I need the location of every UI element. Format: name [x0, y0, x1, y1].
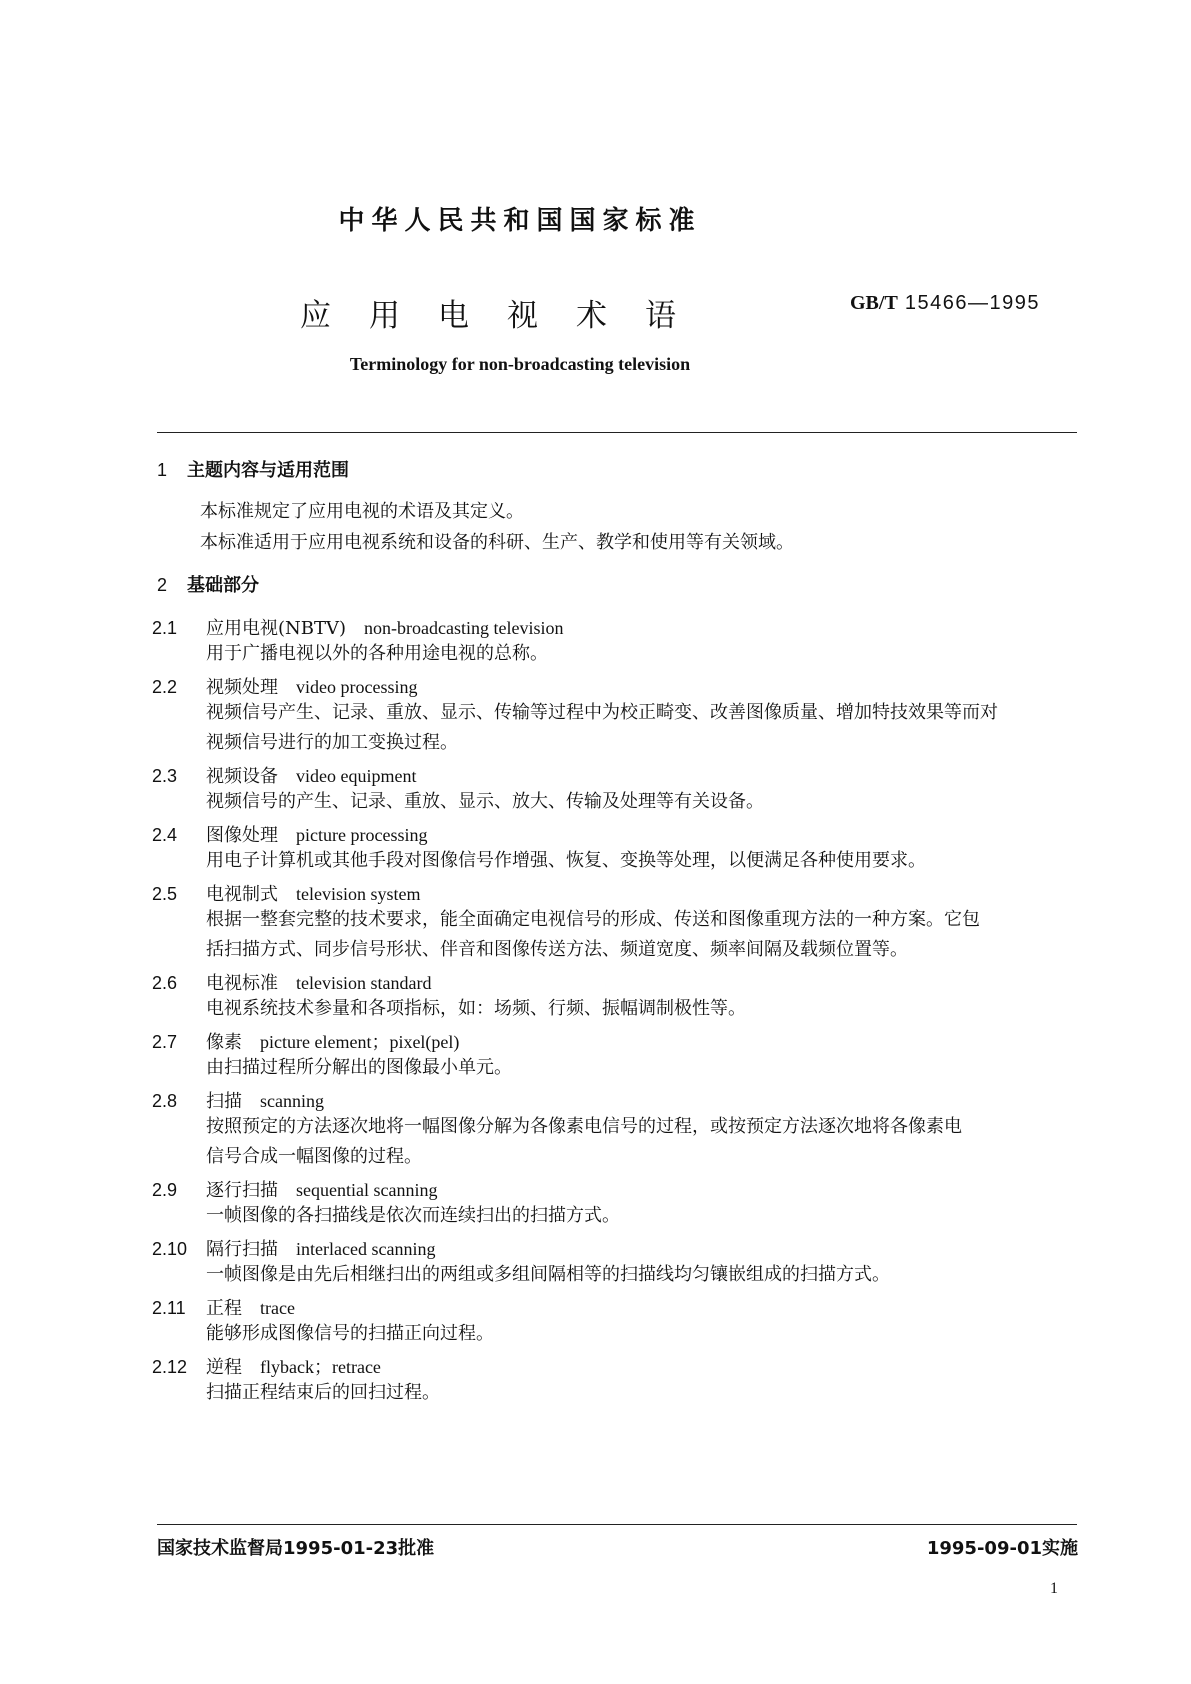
- section-number: 1: [157, 460, 168, 480]
- term-heading: [152, 762, 416, 788]
- term-heading: [152, 1294, 295, 1320]
- term-english: television system: [296, 884, 421, 904]
- term-definition: 视频信号进行的加工变换过程。: [206, 732, 458, 753]
- term-definition: 根据一整套完整的技术要求，能全面确定电视信号的形成、传送和图像重现方法的一种方案。它包: [206, 909, 980, 930]
- section-title: 主题内容与适用范围: [187, 460, 349, 481]
- term-definition: 一帧图像是由先后相继扫出的两组或多组间隔相等的扫描线均匀镶嵌组成的扫描方式。: [206, 1264, 890, 1285]
- term-chinese: 扫描: [206, 1091, 242, 1112]
- page-number: 1: [1050, 1580, 1058, 1597]
- term-chinese: 逆程: [206, 1357, 242, 1378]
- term-english: television standard: [296, 973, 432, 993]
- term-english: picture element；pixel(pel): [260, 1032, 460, 1052]
- term-english: trace: [260, 1298, 295, 1318]
- term-english: video processing: [296, 677, 418, 697]
- term-heading: [152, 1353, 381, 1379]
- term-chinese: 视频处理: [206, 677, 278, 698]
- section-paragraph: 本标准适用于应用电视系统和设备的科研、生产、教学和使用等有关领域。: [200, 532, 794, 553]
- english-title: Terminology for non-broadcasting television: [349, 354, 691, 374]
- term-number: 2.9: [152, 1180, 178, 1200]
- term-number: 2.4: [152, 825, 178, 845]
- term-heading: [152, 614, 563, 640]
- term-chinese: 像素: [206, 1032, 242, 1053]
- term-chinese: 逐行扫描: [206, 1180, 278, 1201]
- section-number: 2: [157, 575, 168, 595]
- term-english: interlaced scanning: [296, 1239, 436, 1259]
- standard-code-number: 15466—1995: [904, 292, 1040, 314]
- term-definition: 用电子计算机或其他手段对图像信号作增强、恢复、变换等处理，以便满足各种使用要求。: [206, 850, 926, 871]
- term-chinese: 电视制式: [206, 884, 278, 905]
- term-number: 2.8: [152, 1091, 178, 1111]
- term-number: 2.7: [152, 1032, 178, 1052]
- term-heading: [152, 1087, 324, 1113]
- term-definition: 按照预定的方法逐次地将一幅图像分解为各像素电信号的过程，或按预定方法逐次地将各像素电: [206, 1116, 962, 1137]
- term-heading: [152, 1235, 435, 1261]
- term-heading: [152, 1028, 459, 1054]
- term-number: 2.11: [152, 1298, 186, 1318]
- term-english: video equipment: [296, 766, 417, 786]
- term-english: sequential scanning: [296, 1180, 438, 1200]
- term-english: picture processing: [296, 825, 428, 845]
- standard-code-prefix: GB/T: [850, 292, 898, 314]
- term-definition: 信号合成一幅图像的过程。: [206, 1146, 422, 1167]
- term-heading: [152, 673, 417, 699]
- term-chinese: 视频设备: [206, 766, 278, 787]
- term-chinese: 图像处理: [206, 825, 278, 846]
- section-heading-2: [157, 571, 259, 597]
- term-definition: 电视系统技术参量和各项指标，如：场频、行频、振幅调制极性等。: [206, 998, 746, 1019]
- section-title: 基础部分: [187, 575, 259, 596]
- term-heading: [152, 821, 427, 847]
- national-standard-heading: 中华人民共和国国家标准: [338, 206, 702, 236]
- term-english: flyback；retrace: [260, 1357, 381, 1377]
- term-definition: 扫描正程结束后的回扫过程。: [206, 1382, 440, 1403]
- term-number: 2.1: [152, 618, 178, 638]
- term-number: 2.5: [152, 884, 178, 904]
- term-definition: 括扫描方式、同步信号形状、伴音和图像传送方法、频道宽度、频率间隔及载频位置等。: [206, 939, 908, 960]
- term-definition: 能够形成图像信号的扫描正向过程。: [206, 1323, 494, 1344]
- term-chinese: 隔行扫描: [206, 1239, 278, 1260]
- term-definition: 由扫描过程所分解出的图像最小单元。: [206, 1057, 512, 1078]
- page-title: 应用电视术语: [300, 298, 714, 334]
- approval-date: 国家技术监督局1995-01-23批准: [157, 1538, 435, 1559]
- bottom-divider: [157, 1524, 1077, 1525]
- term-heading: [152, 880, 421, 906]
- term-english: scanning: [260, 1091, 324, 1111]
- term-number: 2.3: [152, 766, 178, 786]
- term-number: 2.12: [152, 1357, 188, 1377]
- term-definition: 一帧图像的各扫描线是依次而连续扫出的扫描方式。: [206, 1205, 620, 1226]
- term-heading: [152, 1176, 437, 1202]
- term-chinese: 应用电视(NBTV): [206, 618, 347, 639]
- term-chinese: 正程: [206, 1298, 242, 1319]
- term-chinese: 电视标准: [206, 973, 278, 994]
- term-number: 2.10: [152, 1239, 188, 1259]
- effective-date: 1995-09-01实施: [926, 1538, 1078, 1559]
- section-heading-1: [157, 456, 349, 482]
- term-definition: 用于广播电视以外的各种用途电视的总称。: [206, 643, 548, 664]
- top-divider: [157, 432, 1077, 433]
- term-english: non-broadcasting television: [364, 618, 564, 638]
- term-number: 2.2: [152, 677, 178, 697]
- standard-code: [850, 292, 1040, 315]
- term-definition: 视频信号产生、记录、重放、显示、传输等过程中为校正畸变、改善图像质量、增加特技效果等而对: [206, 702, 998, 723]
- term-heading: [152, 969, 431, 995]
- term-definition: 视频信号的产生、记录、重放、显示、放大、传输及处理等有关设备。: [206, 791, 764, 812]
- term-number: 2.6: [152, 973, 178, 993]
- section-paragraph: 本标准规定了应用电视的术语及其定义。: [200, 501, 524, 522]
